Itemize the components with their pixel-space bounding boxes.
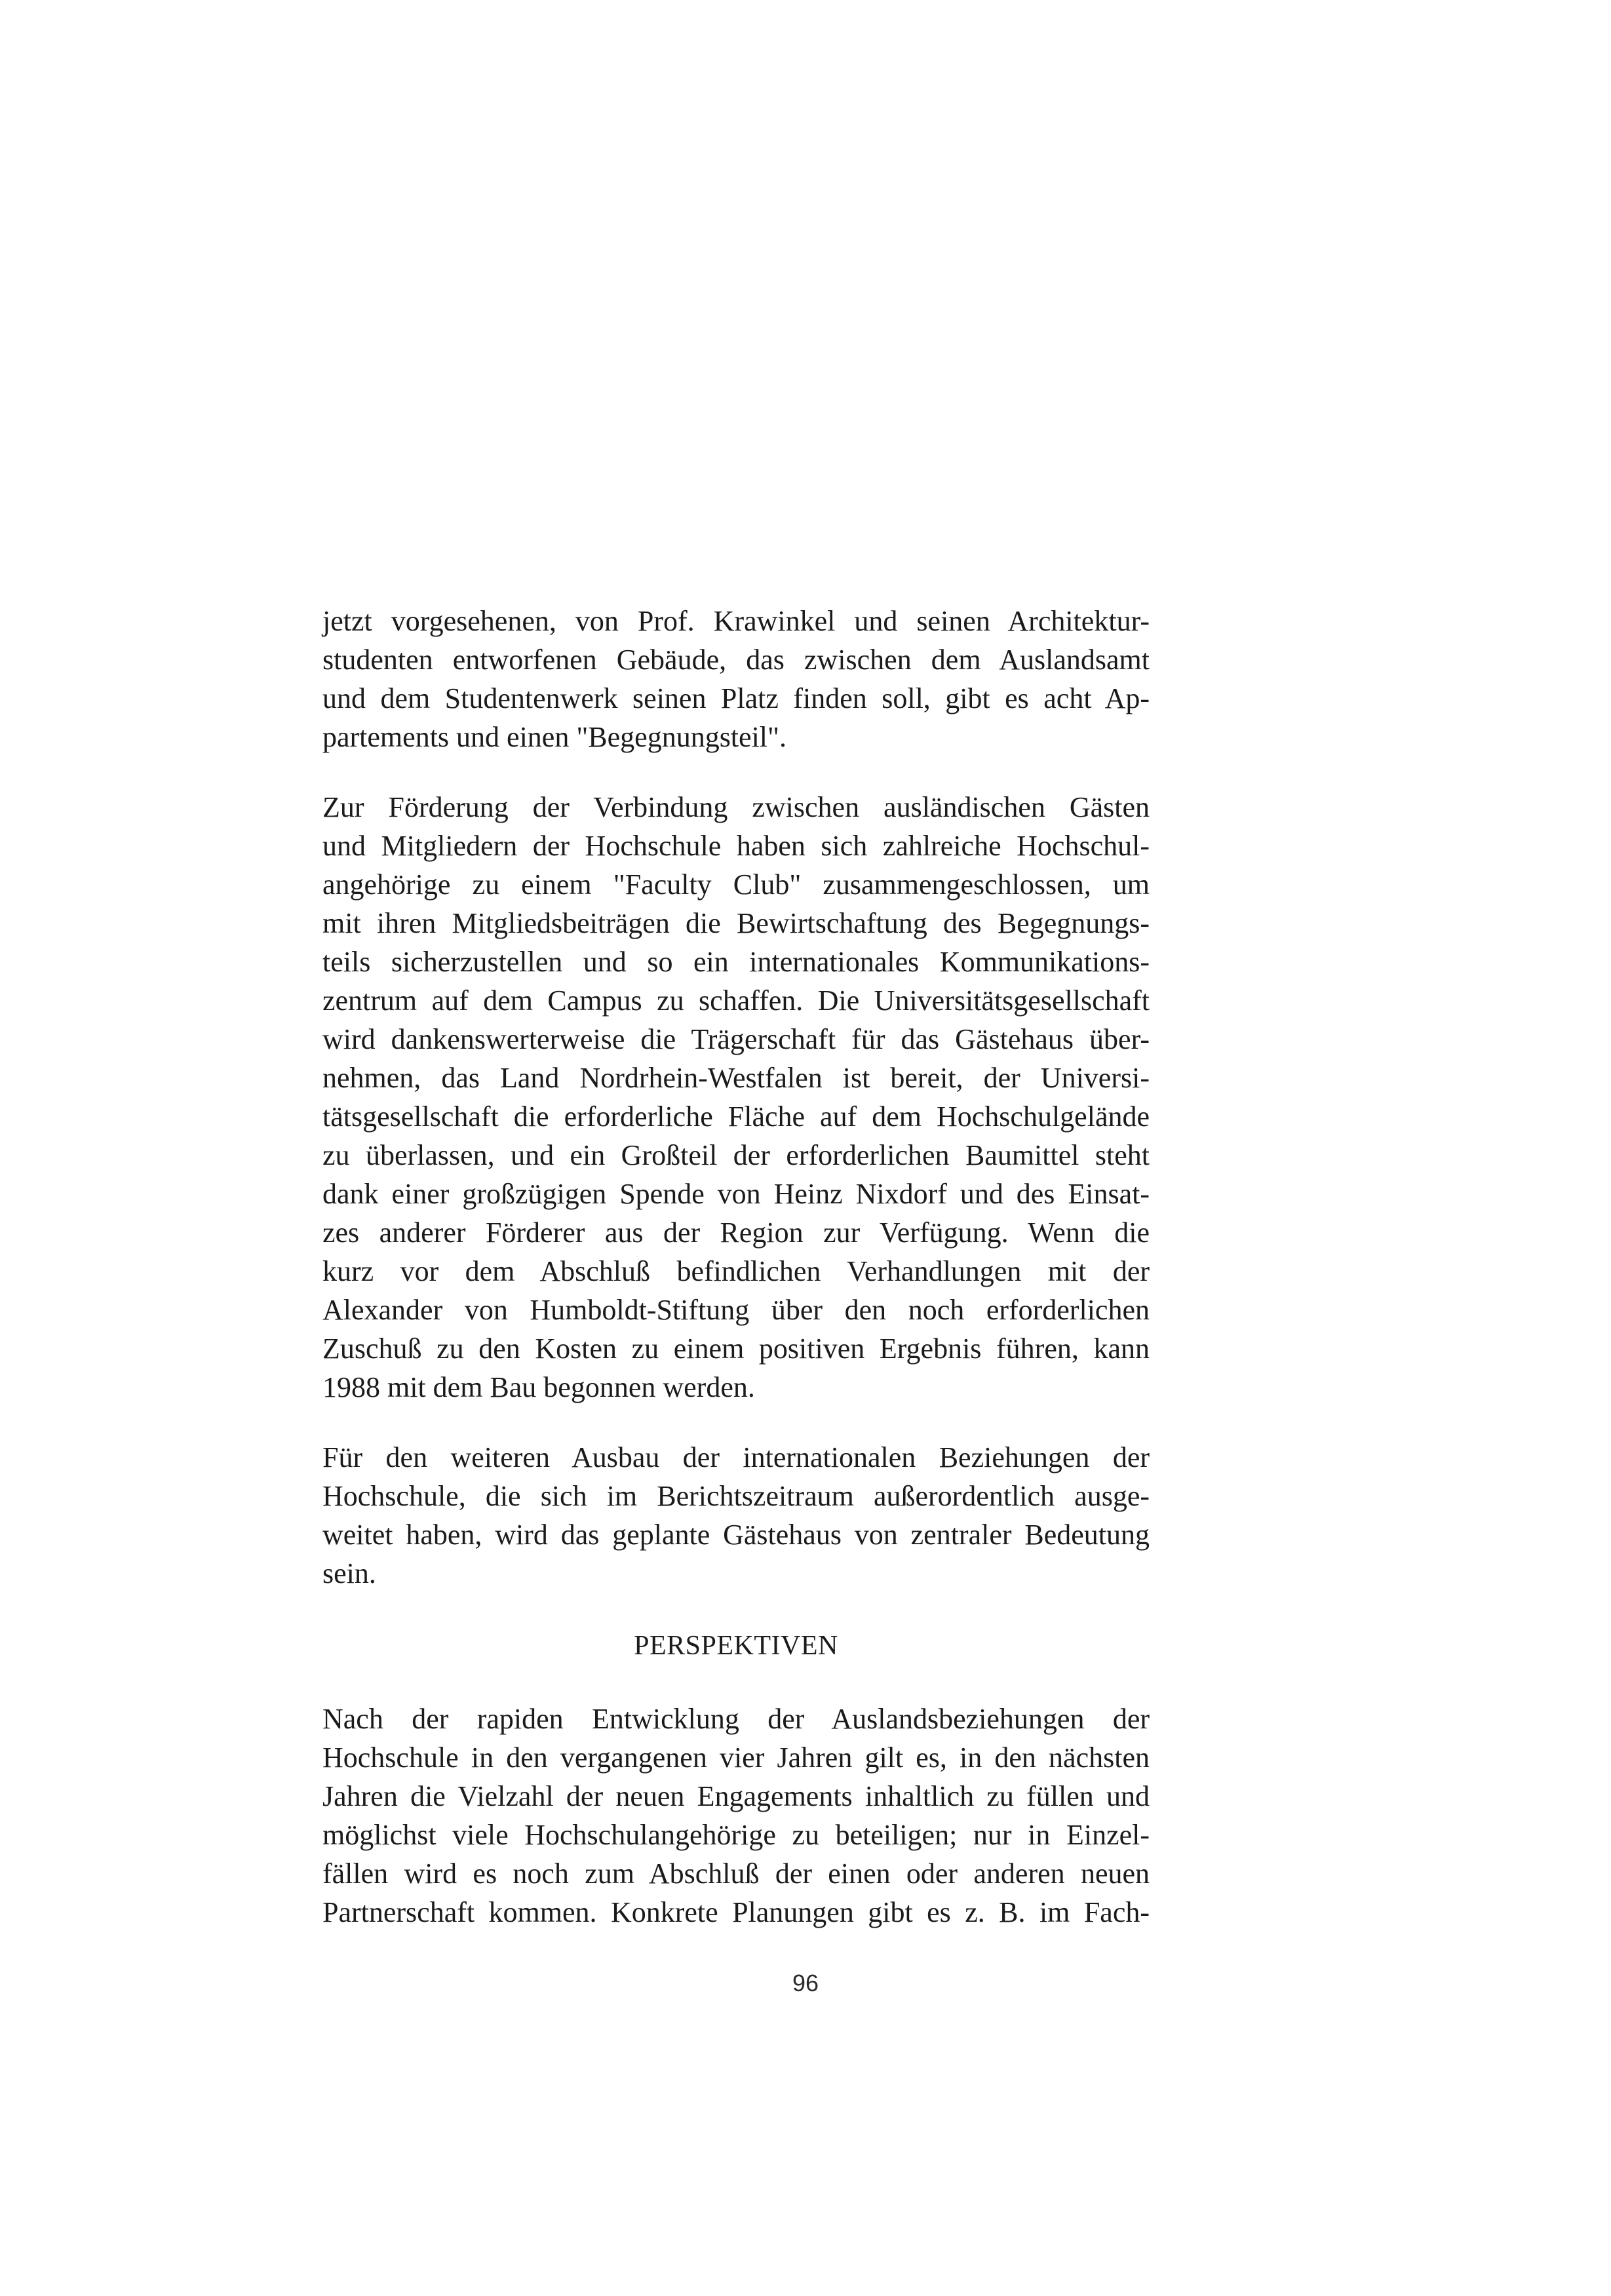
text-line: Zur Förderung der Verbindung zwischen ausländischen Gästen [322,791,1150,823]
text-line: studenten entworfenen Gebäude, das zwischen dem Auslandsamt [322,644,1150,676]
text-line: tätsgesellschaft die erforderliche Fläche auf dem Hochschulgelände [322,1100,1150,1133]
text-line: fällen wird es noch zum Abschluß der einen oder anderen neuen [322,1858,1150,1890]
text-line: möglichst viele Hochschulangehörige zu beteiligen; nur in Einzel- [322,1819,1150,1851]
text-line: Jahren die Vielzahl der neuen Engagements inhaltlich zu füllen und [322,1780,1150,1812]
text-line: mit ihren Mitgliedsbeiträgen die Bewirtschaftung des Begegnungs- [322,907,1150,939]
text-line: Alexander von Humboldt-Stiftung über den noch erforderlichen [322,1294,1150,1326]
text-line: dank einer großzügigen Spende von Heinz Nixdorf und des Einsat- [322,1178,1150,1210]
section-heading: PERSPEKTIVEN [634,1631,838,1661]
text-line: wird dankenswerterweise die Trägerschaft für das Gästehaus über- [322,1023,1150,1055]
paragraph-perspectives [322,1700,1150,1932]
paragraph-spacer [322,1407,1150,1438]
text-line: und Mitgliedern der Hochschule haben sich zahlreiche Hochschul- [322,830,1150,862]
text-line: teils sicherzustellen und so ein internationales Kommunikations- [322,946,1150,978]
paragraph-guesthouse-plan [322,602,1150,756]
text-line: sein. [322,1557,376,1589]
text-line: Partnerschaft kommen. Konkrete Planungen gibt es z. B. im Fach- [322,1896,1150,1928]
text-line: Für den weiteren Ausbau der internationalen Beziehungen der [322,1441,1150,1473]
body-text-column [322,602,1150,1932]
text-line: jetzt vorgesehenen, von Prof. Krawinkel und seinen Architektur- [322,605,1150,637]
text-line: und dem Studentenwerk seinen Platz finden soll, gibt es acht Ap- [322,682,1150,714]
text-line: kurz vor dem Abschluß befindlichen Verhandlungen mit der [322,1255,1150,1287]
page-number: 96 [792,1970,819,1996]
text-line: zentrum auf dem Campus zu schaffen. Die Universitätsgesellschaft [322,984,1150,1017]
text-line: partements und einen "Begegnungsteil". [322,721,786,753]
text-line: weitet haben, wird das geplante Gästehaus von zentraler Bedeutung [322,1519,1150,1551]
paragraph-spacer [322,756,1150,788]
text-line: 1988 mit dem Bau begonnen werden. [322,1371,755,1403]
text-line: Hochschule in den vergangenen vier Jahren gilt es, in den nächsten [322,1741,1150,1774]
text-line: nehmen, das Land Nordrhein-Westfalen ist bereit, der Universi- [322,1062,1150,1094]
paragraph-international-relations [322,1438,1150,1593]
text-line: zes anderer Förderer aus der Region zur Verfügung. Wenn die [322,1216,1150,1249]
text-line: zu überlassen, und ein Großteil der erforderlichen Baumittel steht [322,1139,1150,1171]
text-line: Zuschuß zu den Kosten zu einem positiven Ergebnis führen, kann [322,1333,1150,1365]
text-line: Hochschule, die sich im Berichtszeitraum außerordentlich ausge- [322,1480,1150,1512]
text-line: angehörige zu einem "Faculty Club" zusammengeschlossen, um [322,868,1150,901]
text-line: Nach der rapiden Entwicklung der Auslandsbeziehungen der [322,1703,1150,1735]
paragraph-faculty-club [322,788,1150,1407]
